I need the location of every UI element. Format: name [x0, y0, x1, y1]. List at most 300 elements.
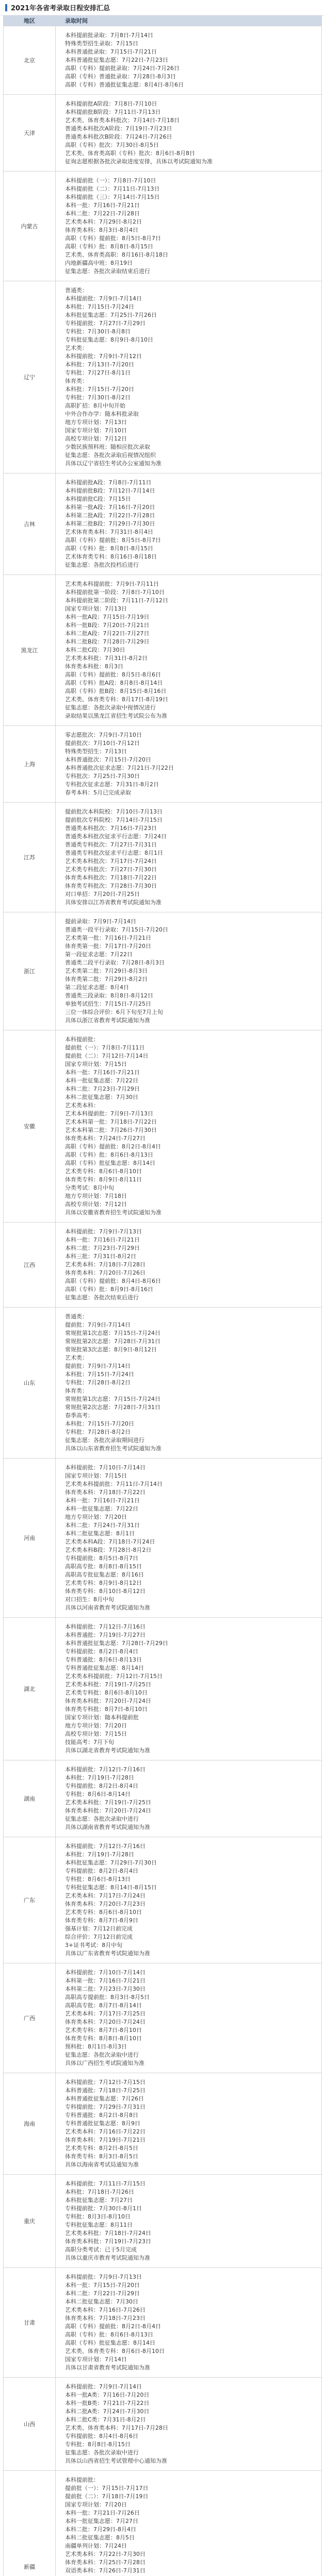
- schedule-line: 体育类本科批：7月20日-7月24日: [65, 1698, 151, 1704]
- schedule-line: 对口招生：8月中旬: [65, 1596, 114, 1603]
- region-cell: [4, 2378, 56, 2470]
- table-row: [4, 171, 321, 281]
- schedule-line: 本科提前批：7月12日-7月16日: [65, 1843, 145, 1850]
- schedule-line: 本科提前批（一）：7月8日-7月10日: [65, 177, 156, 184]
- schedule-line: 本科提前批：7月9日-7月13日: [65, 1228, 142, 1235]
- schedule-line: 本科二批征集志愿：7月30日: [65, 1094, 138, 1100]
- schedule-line: 第二段征求志愿：8月4日: [65, 984, 129, 991]
- schedule-line: 春季高考：: [65, 1412, 93, 1419]
- schedule-line: 征集志愿：各批次录取后视情况组织: [65, 452, 156, 459]
- schedule-line: 特殊类型招生：7月13日: [65, 748, 127, 755]
- schedule-line: 本科二批：7月24日-7月31日: [65, 1522, 140, 1529]
- table-row: [4, 574, 321, 725]
- schedule-line: 专科批征集志愿：8月9日-8月10日: [65, 336, 153, 343]
- schedule-line: 高职（专科）批次：7月30日-8月5日: [65, 142, 159, 148]
- schedule-line: 艺术类专科批：8月6日-8月10日: [65, 1689, 148, 1696]
- schedule-line: 专科提前批：8月2日-8月4日: [65, 1648, 138, 1655]
- schedule-cell: [56, 1459, 321, 1617]
- schedule-line: 本科提前批：: [65, 1036, 99, 1043]
- schedule-line: 征询志愿根据各批次录取进度安排，具体以考试院通知为准: [65, 158, 213, 165]
- schedule-line: 艺术类专科：8月2日-8月5日: [65, 2145, 138, 2151]
- schedule-line: 高职（专科）提前批：8月5日-8月6日: [65, 671, 161, 678]
- schedule-line: 本科批：7月18日-7月26日: [65, 2189, 134, 2195]
- schedule-line: 零志愿批次：7月9日-7月10日: [65, 732, 142, 738]
- schedule-line: 艺术体育类本科：7月31日-8月4日: [65, 529, 153, 535]
- schedule-line: 艺术类专科：8月6日-8月10日: [65, 1909, 142, 1916]
- table-row: [4, 94, 321, 171]
- region-name: 海南: [24, 2121, 35, 2127]
- schedule-line: 体育类专科批：8月7日-8月10日: [65, 1706, 148, 1713]
- schedule-line: 征集志愿：各批次录取中进行: [65, 1816, 139, 1822]
- schedule-line: 少数民族预科班：随相应批次录取: [65, 444, 150, 450]
- schedule-line: 普通类本科批次A阶段：7月19日-7月23日: [65, 125, 172, 132]
- table-row: [4, 1307, 321, 1458]
- region-name: 山东: [24, 1380, 35, 1386]
- schedule-line: 常规批第3次志愿：8月9日-8月12日: [65, 1346, 157, 1353]
- schedule-line: 本科提前批：7月9日-7月12日: [65, 353, 142, 360]
- schedule-line: 本科二批征集志愿：8月5日: [65, 2534, 135, 2541]
- schedule-line: 艺术类专科：8月6日-8月10日: [65, 1168, 142, 1175]
- schedule-line: 中外合作办学：随本科批录取: [65, 411, 139, 417]
- region-cell: [4, 172, 56, 281]
- schedule-line: 本科一批A段：7月15日-7月19日: [65, 614, 150, 620]
- table-body: [4, 26, 321, 2576]
- schedule-line: 国家专项计划：7月10日: [65, 427, 127, 434]
- region-name: 湖南: [24, 1795, 35, 1802]
- table-row: [4, 2267, 321, 2377]
- region-cell: [4, 1618, 56, 1760]
- region-cell: [4, 473, 56, 574]
- schedule-line: 本科普通批：7月18日-7月25日: [65, 2087, 145, 2094]
- schedule-line: 征集志愿：各批次录取结束后进行: [65, 268, 150, 275]
- schedule-line: 高职（专科）批：8月6日-8月13日: [65, 1151, 153, 1158]
- schedule-line: 专科批：7月27日-8月1日: [65, 369, 131, 376]
- schedule-line: 体育类专科：8月9日-8月11日: [65, 1176, 142, 1183]
- region-name: 湖北: [24, 1686, 35, 1692]
- schedule-line: 体育类本科：7月25日-7月28日: [65, 2559, 145, 2566]
- schedule-line: 艺术类、体育类本科：7月17日-7月28日: [65, 2425, 168, 2431]
- region-cell: [4, 2175, 56, 2267]
- schedule-line: 专科提前批：7月29日-7月31日: [65, 2104, 145, 2110]
- schedule-line: 本科批：7月15日-7月20日: [65, 1420, 134, 1427]
- table-row: [4, 2470, 321, 2576]
- schedule-line: 具体以海南省考试局通知为准: [65, 2161, 139, 2168]
- schedule-line: 分类考试：8月中旬: [65, 1184, 114, 1191]
- schedule-line: 本科普通批次征求志愿：7月21日-7月22日: [65, 765, 174, 771]
- region-cell: [4, 1459, 56, 1617]
- schedule-line: 艺术类、体育类高职（专科）批次：8月6日-8月8日: [65, 150, 195, 157]
- schedule-line: 体育类专科：8月3日-8月5日: [65, 2153, 138, 2160]
- schedule-line: 本科提前批A段：7月8日-7月11日: [65, 479, 152, 486]
- schedule-line: 艺术类本科：7月29日-8月2日: [65, 218, 142, 225]
- table-header: [4, 15, 321, 26]
- schedule-line: 体育类第一批：7月17日-7月20日: [65, 943, 151, 950]
- region-name: 内蒙古: [21, 223, 38, 230]
- schedule-line: 普通类：: [65, 287, 88, 294]
- schedule-line: 艺术类、体育类高职：8月16日-8月18日: [65, 251, 168, 258]
- schedule-line: 普通类专科批次：7月27日-7月31日: [65, 841, 157, 848]
- region-name: 新疆: [24, 2564, 35, 2570]
- schedule-line: 体育类专科：8月8日-8月10日: [65, 2035, 142, 2042]
- region-name: 江苏: [24, 854, 35, 861]
- schedule-line: 地方专项计划：7月13日: [65, 419, 127, 426]
- schedule-line: 本科第一批A段：7月16日-7月20日: [65, 504, 155, 511]
- schedule-line: 专科批：7月30日-8月8日: [65, 328, 131, 335]
- schedule-line: 具体以重庆市教育考试院通知为准: [65, 2255, 150, 2261]
- schedule-line: 艺术类第一批：7月16日-7月21日: [65, 935, 151, 941]
- schedule-line: 本科普通批征集志愿：7月22日-7月23日: [65, 57, 168, 63]
- schedule-line: 体育类本科批：7月20日-7月24日: [65, 1807, 151, 1814]
- schedule-line: 本科一批征集志愿：7月22日: [65, 1505, 138, 1512]
- schedule-line: 专科批：7月30日-8月2日: [65, 394, 131, 401]
- schedule-line: 征集志愿：各批次录取中进行: [65, 2052, 139, 2058]
- schedule-line: 本科提前批（三）：7月14日-7月15日: [65, 194, 160, 200]
- schedule-line: 本科二批C段：7月30日: [65, 647, 125, 653]
- region-cell: [4, 2471, 56, 2576]
- schedule-line: 本科提前批第一阶段：7月8日-7月10日: [65, 589, 165, 596]
- schedule-line: 体育类：: [65, 1387, 88, 1394]
- region-cell: [4, 1837, 56, 1963]
- schedule-line: 专科普通批：8月2日-8月8日: [65, 2112, 138, 2119]
- schedule-table: [3, 15, 322, 2576]
- schedule-line: 体育类本科批：7月19日-7月23日: [65, 2238, 151, 2245]
- region-name: 浙江: [24, 968, 35, 975]
- schedule-line: 艺术本科第二批：7月26日-7月30日: [65, 1127, 157, 1133]
- schedule-line: 第一段征求志愿：7月22日: [65, 951, 133, 958]
- schedule-cell: [56, 281, 321, 473]
- schedule-line: 提前录取：7月9日-7月14日: [65, 918, 136, 925]
- schedule-line: 高职（专科）批：8月9日-8月16日: [65, 1286, 153, 1293]
- schedule-line: 技能高考：7月下旬: [65, 1739, 114, 1745]
- schedule-line: 高校专项计划：7月12日: [65, 435, 127, 442]
- schedule-line: 体育类本科：7月24日-7月27日: [65, 1135, 145, 1142]
- schedule-line: 本科提前批：7月9日-7月13日: [65, 2274, 142, 2280]
- schedule-line: 本科一批：7月21日-7月26日: [65, 2510, 140, 2516]
- title-accent-bar: [5, 4, 7, 11]
- region-name: 安徽: [24, 1123, 35, 1130]
- schedule-line: 具体以浙江省教育考试院通知为准: [65, 1017, 150, 1024]
- schedule-line: 艺术类、体育类本科批次：7月14日-7月18日: [65, 117, 180, 124]
- schedule-line: 本科普通批征集志愿：7月28日-7月29日: [65, 1640, 168, 1647]
- schedule-line: 高职（专科）批：8月6日-8月13日: [65, 2331, 153, 2338]
- schedule-line: 本科二批：7月23日-7月29日: [65, 1086, 140, 1092]
- schedule-line: 高职（专科）批征集志愿：8月14日: [65, 1160, 155, 1166]
- schedule-line: 艺术类本科B段：7月28日-8月2日: [65, 1547, 152, 1553]
- column-header-schedule: 录取时间: [65, 18, 88, 24]
- schedule-line: 征集志愿：各批次录取期间进行: [65, 1437, 144, 1444]
- schedule-line: 高职（专科）普通批录取：7月28日-8月3日: [65, 73, 176, 80]
- schedule-line: 艺术类本科批：7月19日-7月25日: [65, 1799, 151, 1806]
- region-name: 山西: [24, 2421, 35, 2428]
- schedule-line: 本科二批征集志愿：7月30日: [65, 2298, 138, 2305]
- schedule-cell: [56, 2378, 321, 2470]
- schedule-line: 高职（专科）提前批录取：7月24日-7月26日: [65, 65, 180, 72]
- region-cell: [4, 1308, 56, 1458]
- schedule-line: 本科第一批：7月16日-7月21日: [65, 1977, 145, 1984]
- region-name: 河南: [24, 1535, 35, 1541]
- schedule-cell: [56, 2175, 321, 2267]
- schedule-line: 本科一批：7月16日-7月21日: [65, 1069, 140, 1076]
- schedule-line: 本科批：7月19日-7月28日: [65, 1774, 134, 1781]
- page-title: 2021年各省考录取日程安排汇总: [11, 5, 110, 12]
- schedule-line: 国家专项计划：7月20日: [65, 2501, 127, 2508]
- schedule-cell: [56, 1030, 321, 1222]
- schedule-cell: [56, 1837, 321, 1963]
- schedule-cell: [56, 726, 321, 802]
- schedule-line: 专科普通批征集志愿：8月9日: [65, 2120, 140, 2127]
- schedule-cell: [56, 1963, 321, 2073]
- schedule-line: 常规批第2次志愿：7月28日-7月31日: [65, 1404, 160, 1411]
- table-row: [4, 912, 321, 1030]
- table-row: [4, 802, 321, 912]
- region-cell: [4, 1030, 56, 1222]
- schedule-line: 艺术类本科批：7月31日-8月2日: [65, 655, 148, 662]
- schedule-line: 专科提前批：8月5日-8月7日: [65, 1555, 138, 1562]
- schedule-line: 高职（专科）批B段：8月15日-8月16日: [65, 688, 167, 694]
- schedule-line: 体育类本科：7月20日-7月23日: [65, 1901, 145, 1907]
- schedule-line: 艺术类本科：7月16日-7月22日: [65, 2128, 145, 2135]
- schedule-line: 本科提前批：7月10日-7月14日: [65, 1969, 145, 1976]
- table-row: [4, 2174, 321, 2267]
- schedule-line: 专科普通批征集志愿：8月14日: [65, 1665, 144, 1671]
- schedule-line: 国家专项计划：随本科提前批: [65, 1714, 139, 1721]
- table-row: [4, 473, 321, 574]
- schedule-line: 艺术类本科：7月18日-7月28日: [65, 1261, 145, 1268]
- schedule-line: 本科提前批：: [65, 2477, 99, 2483]
- schedule-line: 综合评价：7月12日前完成: [65, 1934, 133, 1940]
- region-cell: [4, 26, 56, 94]
- schedule-line: 专科批：8月3日-8月10日: [65, 2213, 131, 2220]
- table-row: [4, 1837, 321, 1963]
- schedule-line: 体育类本科：7月19日-7月21日: [65, 2137, 145, 2143]
- schedule-cell: [56, 803, 321, 912]
- schedule-line: 高职（专科）提前批：8月2日-8月4日: [65, 2323, 161, 2330]
- schedule-line: 录取结果以黑龙江省招生考试院公布为准: [65, 713, 167, 719]
- schedule-line: 专科批次：7月25日-7月30日: [65, 773, 140, 779]
- schedule-line: 艺术类本科：7月22日-7月30日: [65, 2551, 145, 2557]
- schedule-cell: [56, 1308, 321, 1458]
- schedule-line: 具体以安徽省教育招生考试院通知为准: [65, 1209, 161, 1216]
- schedule-line: 体育类本科批次：7月18日-7月22日: [65, 874, 157, 881]
- schedule-line: 普通类本科批次B阶段：7月24日-7月26日: [65, 133, 172, 140]
- schedule-line: 体育类：: [65, 378, 88, 384]
- schedule-line: 本科一批：7月16日-7月21日: [65, 1236, 140, 1243]
- schedule-line: 体育类本科批：8月3日: [65, 663, 123, 670]
- schedule-line: 专科提前批：8月4日-8月6日: [65, 2433, 138, 2439]
- schedule-line: 具体以山西省招生考试管理中心通知为准: [65, 2458, 167, 2464]
- region-cell: [4, 803, 56, 912]
- schedule-line: 体育类本科：7月20日-7月24日: [65, 2019, 145, 2025]
- schedule-line: 专科批：8月8日-8月15日: [65, 2441, 131, 2448]
- schedule-line: 提前批（一）：7月8日-7月11日: [65, 1044, 145, 1051]
- schedule-line: 征集志愿：各批次录取中视情况进行: [65, 704, 156, 711]
- schedule-line: 普通类三段录取：8月8日-8月12日: [65, 992, 153, 999]
- schedule-line: 本科提前批：7月11日-7月15日: [65, 2180, 145, 2187]
- schedule-line: 本科二批：7月22日-7月29日: [65, 2290, 140, 2297]
- schedule-line: 提前批次本科院校：7月10日-7月13日: [65, 808, 163, 815]
- schedule-line: 本科提前批录取：7月8日-7月14日: [65, 32, 153, 39]
- schedule-line: 国家专项计划：7月15日: [65, 1061, 127, 1067]
- schedule-line: 3+证书考试：8月中旬: [65, 1942, 123, 1948]
- table-row: [4, 1458, 321, 1617]
- schedule-line: 普通类本科批次征求平行志愿：7月24日: [65, 833, 167, 840]
- schedule-line: 艺术类专科批次：7月27日-7月30日: [65, 866, 157, 873]
- schedule-cell: [56, 2073, 321, 2174]
- schedule-line: 本科一批B段：7月20日-7月21日: [65, 622, 150, 629]
- schedule-line: 高职高专提前批：8月3日-8月5日: [65, 1994, 150, 2001]
- schedule-line: 艺术类专科：8月7日-8月10日: [65, 2027, 142, 2033]
- schedule-line: 高职（专科）提前批：8月2日-8月4日: [65, 1143, 161, 1150]
- schedule-line: 征集志愿：各批次投档后进行: [65, 562, 139, 568]
- region-name: 黑龙江: [21, 647, 38, 654]
- schedule-line: 普通类本科批次：7月16日-7月23日: [65, 825, 157, 832]
- schedule-line: 专科提前批：8月2日-8月4日: [65, 1783, 138, 1789]
- schedule-line: 普通类一段平行录取：7月15日-7月20日: [65, 926, 168, 933]
- schedule-line: 体育类本科：8月3日-8月4日: [65, 227, 138, 233]
- schedule-cell: [56, 1618, 321, 1760]
- schedule-line: 高职（专科）批A段：8月8日-8月14日: [65, 680, 163, 686]
- schedule-line: 高校专项计划：7月15日: [65, 1731, 127, 1737]
- schedule-line: 高职扩招：8月中旬开始: [65, 402, 125, 409]
- schedule-line: 本科一批：7月16日-7月21日: [65, 1497, 140, 1504]
- schedule-line: 艺术类本科批：7月18日-7月24日: [65, 2230, 151, 2236]
- table-row: [4, 1030, 321, 1222]
- schedule-line: 预科批：8月1日-8月3日: [65, 2043, 127, 2050]
- schedule-line: 本科批征集志愿：7月27日: [65, 2197, 133, 2204]
- region-name: 天津: [24, 130, 35, 137]
- schedule-line: 常规批第1次志愿：7月15日-7月24日: [65, 1396, 160, 1402]
- schedule-line: 专科批次征求志愿：7月31日-8月2日: [65, 781, 159, 788]
- schedule-line: 艺术类第二批：7月29日-8月3日: [65, 968, 148, 974]
- schedule-line: 本科提前批：7月12日-7月16日: [65, 1623, 145, 1630]
- schedule-line: 艺术类、体育类专科：8月6日-8月10日: [65, 2348, 165, 2354]
- schedule-line: 本科普通批征集志愿：7月26日: [65, 2095, 144, 2102]
- table-row: [4, 1222, 321, 1307]
- schedule-line: 国家专项计划：7月14日: [65, 2356, 127, 2363]
- schedule-line: 地方专项计划：7月20日: [65, 1514, 127, 1520]
- region-cell: [4, 281, 56, 473]
- schedule-line: 提前批次专科院校：7月14日-7月15日: [65, 817, 163, 823]
- region-name: 广东: [24, 1897, 35, 1904]
- schedule-line: 地方专项计划：7月20日: [65, 1722, 127, 1729]
- schedule-line: 本科提前批A阶段：7月8日-7月10日: [65, 100, 157, 107]
- region-name: 辽宁: [24, 374, 35, 381]
- table-row: [4, 2377, 321, 2470]
- schedule-cell: [56, 575, 321, 725]
- schedule-line: 体育类专科：8月10日-8月12日: [65, 1588, 145, 1595]
- schedule-line: 本科三批：7月31日-8月2日: [65, 1253, 136, 1260]
- schedule-line: 高职（专科）批：8月8日-8月15日: [65, 243, 153, 250]
- region-name: 广西: [24, 2015, 35, 2022]
- schedule-cell: [56, 1760, 321, 1837]
- schedule-line: 国家专项计划：7月13日: [65, 605, 127, 612]
- schedule-line: 本科批：7月15日-7月24日: [65, 1371, 134, 1378]
- schedule-line: 艺术类本科A段：7月18日-7月24日: [65, 1538, 155, 1545]
- schedule-line: 艺术类本科：7月16日-7月26日: [65, 2307, 145, 2313]
- table-row: [4, 2073, 321, 2174]
- schedule-line: 强基计划：7月12日前完成: [65, 1925, 133, 1932]
- schedule-line: 艺术本科第一批：7月18日-7月22日: [65, 1118, 157, 1125]
- schedule-line: 本科二批征集志愿：8月1日: [65, 1530, 135, 1537]
- schedule-line: 单独考试招生：7月15日-7月25日: [65, 1001, 151, 1007]
- schedule-line: 高职（专科）提前批：8月5日-8月7日: [65, 537, 161, 544]
- schedule-line: 本科二批：7月22日-7月28日: [65, 210, 140, 217]
- schedule-line: 本科第二批A段：7月22日-7月28日: [65, 512, 155, 519]
- schedule-line: 高职（专科）批征集志愿：8月14日: [65, 2340, 155, 2346]
- schedule-line: 本科一批：7月16日-7月21日: [65, 202, 140, 209]
- schedule-line: 本科提前批：7月9日-7月14日: [65, 295, 142, 302]
- schedule-line: 艺术类本科：7月17日-7月25日: [65, 2010, 145, 2017]
- schedule-line: 艺术类本科批：7月19日-7月25日: [65, 1681, 151, 1688]
- schedule-line: 具体安排以江苏省教育考试院通知为准: [65, 899, 161, 906]
- schedule-line: 本科第二批B段：7月29日-7月30日: [65, 520, 155, 527]
- schedule-line: 体育类本科：7月18日-7月22日: [65, 1489, 145, 1496]
- schedule-line: 对口单招：7月20日-7月25日: [65, 891, 140, 897]
- table-row: [4, 725, 321, 802]
- schedule-line: 具体以广西招生考试院通知为准: [65, 2060, 144, 2066]
- schedule-cell: [56, 912, 321, 1030]
- region-name: 重庆: [24, 2218, 35, 2225]
- schedule-line: 本科提前批：7月12日-7月16日: [65, 1766, 145, 1773]
- schedule-line: 体育类本科：7月18日-7月23日: [65, 2315, 145, 2321]
- schedule-line: 内地新疆高中班：8月19日: [65, 260, 133, 266]
- schedule-line: 本科提前批第二阶段：7月11日-7月12日: [65, 597, 168, 604]
- region-name: 吉林: [24, 521, 35, 528]
- schedule-line: 提前批（二）：7月18日-7月19日: [65, 2493, 149, 2500]
- schedule-line: 本科普通批次：7月15日-7月20日: [65, 756, 151, 763]
- region-cell: [4, 726, 56, 802]
- schedule-line: 本科二批：7月29日-8月4日: [65, 2526, 136, 2533]
- schedule-line: 本科批征集志愿：7月25日-7月26日: [65, 312, 157, 318]
- schedule-line: 提前批（二）：7月12日-7月14日: [65, 1053, 149, 1059]
- schedule-line: 本科提前批B段：7月12日-7月14日: [65, 487, 155, 494]
- schedule-line: 特殊类型招生录取：7月15日: [65, 40, 138, 47]
- schedule-line: 专科普通批：8月6日-8月13日: [65, 1656, 142, 1663]
- schedule-line: 本科二批A类：7月24日-7月30日: [65, 2408, 150, 2415]
- table-row: [4, 1963, 321, 2073]
- schedule-line: 专科批征集志愿：8月14日-8月15日: [65, 1884, 157, 1891]
- schedule-line: 专科批征集志愿：8月11日: [65, 2222, 133, 2228]
- schedule-line: 具体以广东省教育考试院通知为准: [65, 1950, 150, 1957]
- schedule-line: 本科第二批：7月23日-7月30日: [65, 1986, 145, 1992]
- schedule-line: 本科二批A段：7月22日-7月27日: [65, 630, 150, 637]
- schedule-line: 本科二批：7月23日-7月29日: [65, 1245, 140, 1251]
- schedule-line: 具体以湖南省教育考试院通知为准: [65, 1824, 150, 1831]
- schedule-cell: [56, 95, 321, 171]
- schedule-line: 本科提前批C段：7月15日: [65, 496, 131, 502]
- schedule-cell: [56, 26, 321, 94]
- schedule-cell: [56, 2268, 321, 2377]
- schedule-line: 南疆单列计划：7月24日: [65, 2543, 127, 2549]
- schedule-line: 专科提前批：8月2日-8月4日: [65, 1868, 138, 1874]
- schedule-line: 高职（专科）提前批：8月4日-8月6日: [65, 1278, 161, 1284]
- schedule-line: 本科二批B段：7月28日-7月29日: [65, 638, 150, 645]
- table-row: [4, 1617, 321, 1760]
- title-bar: [0, 0, 325, 15]
- schedule-line: 本科提前批B阶段：7月11日-7月13日: [65, 109, 161, 115]
- schedule-line: 本科提前批：7月9日-7月14日: [65, 2383, 142, 2390]
- table-row: [4, 281, 321, 473]
- schedule-cell: [56, 172, 321, 281]
- schedule-cell: [56, 473, 321, 574]
- schedule-line: 艺术体育类专科：8月16日-8月18日: [65, 553, 157, 560]
- schedule-line: 具体以山东省教育招生考试院通知为准: [65, 1445, 161, 1452]
- schedule-line: 三位一体综合评价：6月下旬至7月上旬: [65, 1009, 163, 1015]
- region-cell: [4, 2268, 56, 2377]
- schedule-line: 艺术类：: [65, 345, 88, 351]
- schedule-line: 普通类：: [65, 1313, 88, 1320]
- schedule-line: 专科提前批：7月30日-8月1日: [65, 2205, 142, 2212]
